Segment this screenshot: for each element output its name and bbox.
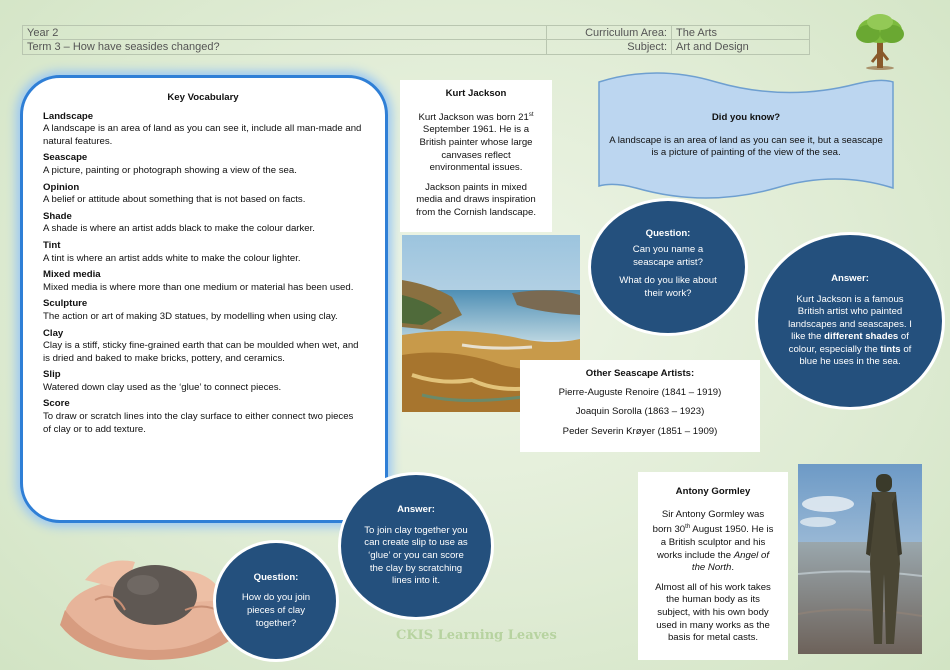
hands-holding-clay-image (55, 540, 235, 660)
other-artists-title: Other Seascape Artists: (585, 368, 695, 379)
did-you-know-text: A landscape is an area of land as you can see it, but a seascape is a picture of painting of the view of the sea. (609, 134, 883, 159)
vocab-definition: The action or art of making 3D statues, by modelling when using clay. (43, 310, 338, 322)
question-title: Question: (645, 227, 691, 239)
vocab-term: Opinion (43, 181, 80, 193)
answer-title: Answer: (831, 272, 869, 284)
question-text: Can you name a seascape artist? (632, 244, 704, 268)
answer-bubble-artist (755, 232, 945, 410)
vocabulary-title: Key Vocabulary (167, 92, 239, 103)
question-text: What do you like about their work? (619, 275, 717, 299)
question-bubble-artist (588, 198, 748, 336)
artist-entry: Peder Severin Krøyer (1851 – 1909) (562, 425, 718, 437)
did-you-know-content (606, 112, 886, 160)
vocab-definition: A tint is where an artist adds white to make the colour lighter. (43, 252, 301, 264)
kurt-jackson-media: Jackson paints in mixed media and draws inspiration from the Cornish landscape. (416, 181, 536, 218)
key-vocabulary-box (20, 75, 388, 523)
vocab-definition: A picture, painting or photograph showing a view of the sea. (43, 164, 297, 176)
question-text: How do you join pieces of clay together? (241, 592, 311, 629)
vocab-definition: Mixed media is where more than one medium or material has been used. (43, 281, 354, 293)
vocab-definition: Watered down clay used as the ‘glue’ to connect pieces. (43, 381, 282, 393)
subject-value: Art and Design (676, 41, 749, 53)
artist-entry: Pierre-Auguste Renoire (1841 – 1919) (558, 386, 722, 398)
subject-label: Subject: (627, 41, 667, 53)
answer-bubble-clay (338, 472, 494, 620)
vocabulary-list (43, 111, 363, 437)
vocab-term: Tint (43, 239, 61, 251)
header-table (22, 25, 810, 55)
vocab-term: Sculpture (43, 298, 88, 310)
curriculum-area-label: Curriculum Area: (585, 27, 667, 39)
antony-gormley-title: Antony Gormley (675, 486, 751, 497)
did-you-know-title: Did you know? (711, 112, 781, 123)
year-label: Year 2 (27, 27, 59, 39)
vocab-definition: To draw or scratch lines into the clay surface to either connect two pieces of clay or to add texture. (43, 411, 354, 435)
antony-gormley-bio: Sir Antony Gormley was born 30th August 1950. He is a British sculptor and his works include the Angel of the North. (652, 508, 774, 574)
antony-gormley-panel (638, 472, 788, 660)
vocab-definition: A landscape is an area of land as you can see it, include all man-made and natural features. (43, 123, 362, 147)
kurt-jackson-title: Kurt Jackson (445, 88, 507, 99)
kurt-jackson-panel (400, 80, 552, 232)
vocab-definition: A shade is where an artist adds black to make the colour darker. (43, 223, 315, 235)
beach-statue-photo (798, 464, 922, 654)
answer-text: To join clay together you can create slip to use as ‘glue’ or you can score the clay by scratching lines into it. (364, 524, 468, 587)
vocab-term: Slip (43, 369, 61, 381)
antony-gormley-work: Almost all of his work takes the human body as its subject, with his own body used in many works as the basis for metal casts. (655, 581, 771, 644)
answer-title: Answer: (397, 504, 435, 516)
tree-logo-icon (852, 12, 908, 70)
curriculum-area-value: The Arts (676, 27, 717, 39)
vocab-term: Mixed media (43, 269, 101, 281)
vocab-term: Clay (43, 327, 64, 339)
artist-entry: Joaquin Sorolla (1863 – 1923) (575, 406, 705, 418)
vocab-term: Score (43, 398, 70, 410)
kurt-jackson-bio: Kurt Jackson was born 21st September 1961. He is a British painter whose large canvases reflect environmental issues. (418, 111, 534, 174)
vocab-term: Landscape (43, 110, 94, 122)
vocab-term: Seascape (43, 152, 88, 164)
footer-watermark: CKIS Learning Leaves (396, 628, 557, 643)
question-title: Question: (253, 571, 299, 583)
artist-list (530, 387, 750, 439)
vocab-term: Shade (43, 210, 72, 222)
header-col-divider (671, 26, 672, 54)
answer-text: Kurt Jackson is a famous British artist who painted landscapes and seascapes. I like the different shades of colour, especially the tints of blue he uses in the sea. (788, 293, 912, 368)
vocab-definition: Clay is a stiff, sticky fine-grained earth that can be moulded when wet, and is dried and baked to make bricks, pottery, and ceramics. (43, 340, 359, 364)
vocab-definition: A belief or attitude about something that is not based on facts. (43, 194, 306, 206)
term-label: Term 3 – How have seasides changed? (27, 41, 220, 53)
other-artists-panel (520, 360, 760, 452)
question-bubble-clay (213, 540, 339, 662)
